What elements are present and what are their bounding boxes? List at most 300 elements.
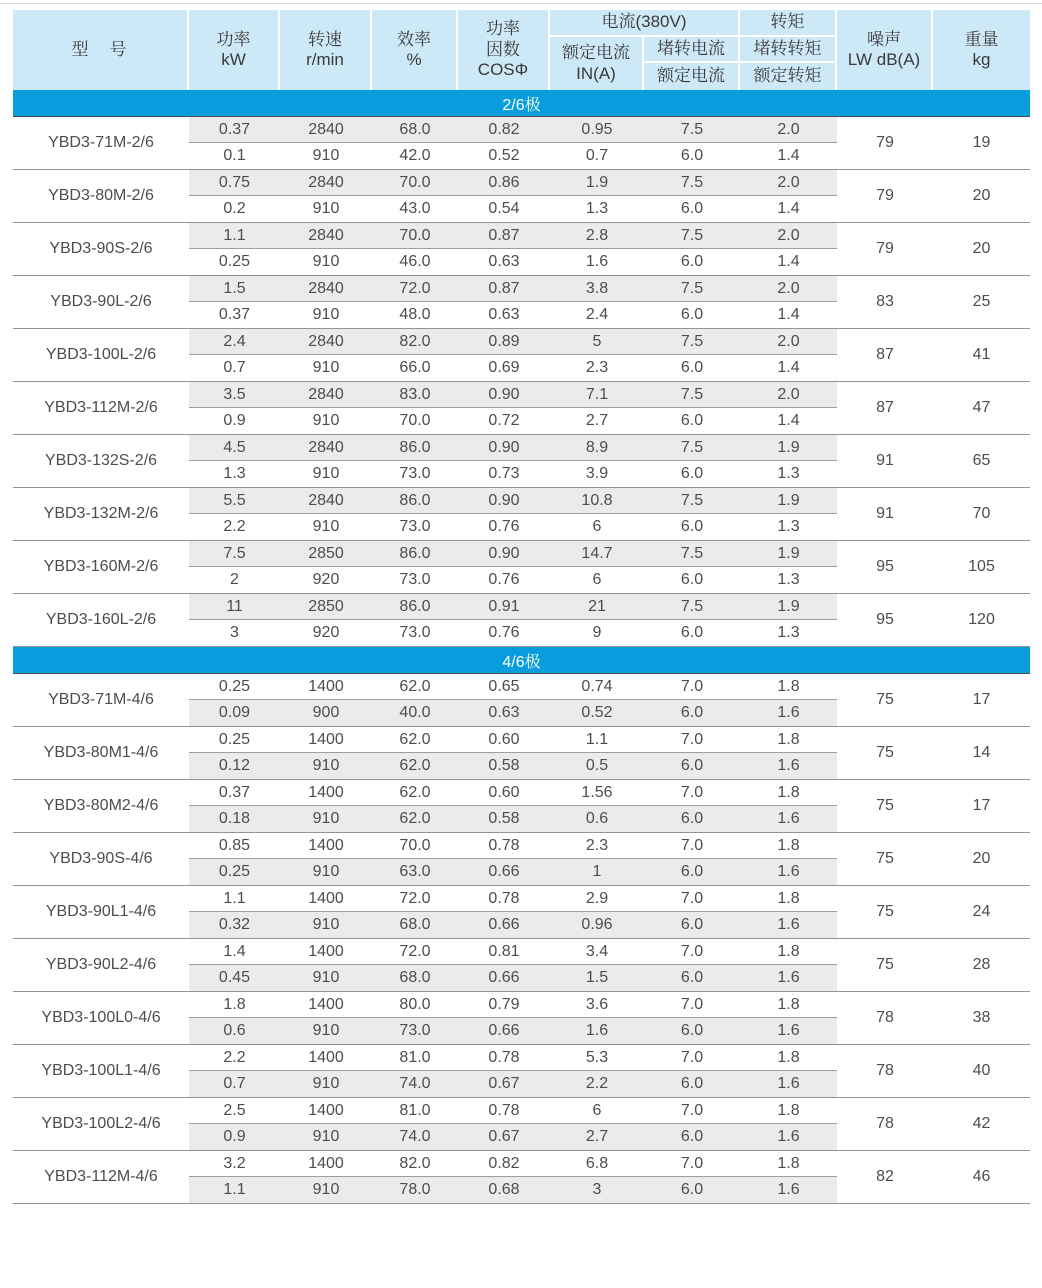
cell-efficiency-pct: 40.0 [372,700,458,726]
cell-locked-rotor-current-ratio: 6.0 [680,359,704,376]
model-group [13,170,1030,223]
cell-locked-rotor-torque-ratio: 1.8 [740,833,837,859]
cell-cos-phi: 0.82 [458,1151,550,1177]
column-header-power-label: 功率 [216,29,251,49]
cell-cos-phi: 0.87 [458,223,550,249]
cell-rated-current-a: 8.9 [550,435,644,461]
cell-rated-current-a: 1.6 [550,1018,644,1044]
cell-locked-rotor-torque-ratio: 2.0 [740,276,837,302]
cell-locked-rotor-current-ratio: 6.0 [644,965,740,991]
cell-locked-rotor-torque-ratio: 1.8 [740,780,837,806]
column-header-power-factor-label1: 功率 [486,19,520,39]
cell-locked-rotor-current-ratio: 7.5 [644,488,740,514]
cell-power-kw: 0.1 [223,147,246,164]
cell-locked-rotor-current-ratio: 7.0 [644,939,740,965]
cell-power-kw: 0.12 [189,753,280,779]
cell-noise-db: 79 [876,187,894,204]
cell-power-kw: 0.9 [223,412,246,429]
cell-locked-rotor-current-ratio: 6.0 [644,753,740,779]
cell-speed-rpm: 1400 [280,886,372,912]
cell-efficiency-pct: 72.0 [372,886,458,912]
cell-noise-db: 82 [876,1168,894,1185]
motor-spec-table [13,10,1030,1204]
section-band-label: 4/6极 [502,653,541,671]
cell-speed-rpm: 1400 [280,833,372,859]
cell-locked-rotor-torque-ratio: 1.9 [740,541,837,567]
cell-rated-current-a: 0.74 [550,674,644,700]
cell-locked-rotor-current-ratio: 7.0 [644,833,740,859]
cell-locked-rotor-torque-ratio: 1.3 [777,518,800,535]
cell-locked-rotor-torque-ratio: 1.6 [740,912,837,938]
cell-locked-rotor-torque-ratio: 1.6 [740,1177,837,1203]
cell-speed-rpm: 1400 [280,727,372,753]
cell-locked-rotor-current-ratio: 6.0 [644,1071,740,1097]
cell-weight-kg: 14 [972,744,991,761]
cell-efficiency-pct: 70.0 [372,833,458,859]
cell-efficiency-pct: 62.0 [372,753,458,779]
cell-efficiency-pct: 86.0 [372,488,458,514]
cell-locked-rotor-current-ratio: 6.0 [680,412,704,429]
cell-power-kw: 0.18 [189,806,280,832]
cell-locked-rotor-torque-ratio: 1.4 [777,306,800,323]
column-group-header-current-label: 电流(380V) [601,12,687,32]
cell-power-kw: 0.85 [189,833,280,859]
cell-locked-rotor-torque-ratio: 1.9 [740,594,837,620]
cell-noise-db: 95 [876,611,894,628]
section-band-label: 2/6极 [502,96,541,114]
cell-rated-current-a: 1.6 [585,253,609,270]
cell-locked-rotor-torque-ratio: 1.3 [777,465,800,482]
model-name: YBD3-80M-2/6 [48,187,154,204]
cell-power-kw: 1.8 [189,992,280,1018]
cell-locked-rotor-current-ratio: 6.0 [644,806,740,832]
cell-noise-db: 91 [876,452,894,469]
cell-locked-rotor-torque-ratio: 1.8 [740,992,837,1018]
cell-efficiency-pct: 62.0 [372,780,458,806]
model-name: YBD3-132S-2/6 [44,452,158,469]
cell-weight-kg: 20 [972,240,991,257]
cell-rated-current-a: 10.8 [550,488,644,514]
cell-cos-phi: 0.78 [458,886,550,912]
model-group [13,727,1030,780]
cell-cos-phi: 0.67 [458,1124,550,1150]
cell-locked-rotor-current-ratio: 7.5 [644,117,740,143]
cell-locked-rotor-torque-ratio: 1.4 [777,359,800,376]
column-header-model-label: 型 号 [71,39,129,59]
cell-power-kw: 0.25 [218,253,251,270]
model-name: YBD3-100L-2/6 [45,346,157,363]
model-name: YBD3-80M1-4/6 [43,744,159,761]
cell-speed-rpm: 910 [312,412,340,429]
cell-power-kw: 2.4 [189,329,280,355]
model-group [13,382,1030,435]
cell-rated-current-a: 6.8 [550,1151,644,1177]
cell-cos-phi: 0.63 [458,700,550,726]
cell-locked-rotor-torque-ratio: 1.3 [777,624,800,641]
model-group [13,780,1030,833]
cell-rated-current-a: 2.4 [585,306,609,323]
cell-cos-phi: 0.69 [488,359,520,376]
cell-rated-current-a: 3.4 [550,939,644,965]
model-group [13,594,1030,647]
section-band [13,90,1030,117]
cell-locked-rotor-torque-ratio: 1.3 [777,571,800,588]
cell-locked-rotor-torque-ratio: 1.4 [777,147,800,164]
table-header [13,10,1030,90]
column-header-efficiency [372,10,458,90]
cell-locked-rotor-current-ratio: 6.0 [680,571,704,588]
cell-noise-db: 83 [876,293,894,310]
cell-speed-rpm: 1400 [280,1151,372,1177]
model-name: YBD3-100L0-4/6 [41,1009,161,1026]
cell-cos-phi: 0.63 [488,253,520,270]
cell-speed-rpm: 910 [280,912,372,938]
column-header-noise-label: 噪声 [867,29,901,49]
column-header-locked-current-numerator [644,37,740,63]
cell-cos-phi: 0.76 [488,571,520,588]
cell-speed-rpm: 910 [312,465,340,482]
cell-cos-phi: 0.78 [458,1098,550,1124]
cell-efficiency-pct: 73.0 [372,1018,458,1044]
cell-locked-rotor-current-ratio: 7.5 [644,170,740,196]
cell-locked-rotor-torque-ratio: 1.6 [740,965,837,991]
column-header-rated-current-label: 额定电流 [562,43,630,63]
cell-speed-rpm: 1400 [280,939,372,965]
cell-power-kw: 1.1 [189,886,280,912]
cell-efficiency-pct: 78.0 [372,1177,458,1203]
cell-power-kw: 0.45 [189,965,280,991]
cell-power-kw: 0.25 [189,674,280,700]
cell-weight-kg: 17 [972,691,991,708]
cell-cos-phi: 0.90 [458,382,550,408]
cell-rated-current-a: 7.1 [550,382,644,408]
column-header-rated-current-unit: IN(A) [576,63,616,83]
cell-cos-phi: 0.66 [458,912,550,938]
cell-weight-kg: 120 [968,611,995,628]
cell-efficiency-pct: 68.0 [372,912,458,938]
cell-power-kw: 0.09 [189,700,280,726]
cell-power-kw: 5.5 [189,488,280,514]
cell-weight-kg: 38 [972,1009,991,1026]
cell-speed-rpm: 910 [280,1177,372,1203]
cell-power-kw: 0.37 [189,780,280,806]
cell-speed-rpm: 2850 [280,541,372,567]
cell-speed-rpm: 2840 [280,435,372,461]
cell-rated-current-a: 1.9 [550,170,644,196]
cell-rated-current-a: 21 [550,594,644,620]
cell-rated-current-a: 0.7 [585,147,609,164]
column-group-header-torque [740,10,837,37]
cell-speed-rpm: 900 [280,700,372,726]
cell-power-kw: 2 [230,571,239,588]
model-group [13,939,1030,992]
cell-locked-rotor-torque-ratio: 1.6 [740,806,837,832]
column-header-power-unit: kW [221,50,246,69]
cell-locked-rotor-current-ratio: 6.0 [680,518,704,535]
cell-locked-rotor-torque-ratio: 1.6 [740,753,837,779]
cell-cos-phi: 0.52 [488,147,520,164]
model-name: YBD3-80M2-4/6 [43,797,159,814]
model-group [13,1098,1030,1151]
column-header-efficiency-unit: % [406,50,422,69]
cell-rated-current-a: 1.1 [550,727,644,753]
cell-weight-kg: 65 [972,452,991,469]
cell-locked-rotor-torque-ratio: 1.6 [740,1018,837,1044]
cell-rated-current-a: 2.9 [550,886,644,912]
cell-speed-rpm: 2840 [280,382,372,408]
model-name: YBD3-112M-2/6 [44,399,158,416]
section-band [13,647,1030,674]
cell-noise-db: 87 [876,346,894,363]
cell-power-kw: 3.2 [189,1151,280,1177]
model-name: YBD3-71M-2/6 [48,134,154,151]
cell-weight-kg: 41 [972,346,991,363]
cell-rated-current-a: 1.56 [550,780,644,806]
cell-cos-phi: 0.66 [458,1018,550,1044]
column-header-speed [280,10,372,90]
cell-rated-current-a: 0.6 [550,806,644,832]
cell-speed-rpm: 910 [280,806,372,832]
cell-power-kw: 4.5 [189,435,280,461]
model-name: YBD3-160M-2/6 [43,558,159,575]
cell-weight-kg: 28 [972,956,991,973]
cell-noise-db: 78 [876,1009,894,1026]
cell-weight-kg: 40 [972,1062,991,1079]
cell-noise-db: 75 [876,744,894,761]
model-group [13,541,1030,594]
cell-efficiency-pct: 80.0 [372,992,458,1018]
model-group [13,1151,1030,1204]
cell-rated-current-a: 0.5 [550,753,644,779]
cell-speed-rpm: 1400 [280,1045,372,1071]
column-header-power-factor-label2: 因数 [486,39,520,59]
column-header-efficiency-label: 效率 [397,29,431,49]
model-group [13,223,1030,276]
cell-cos-phi: 0.90 [458,541,550,567]
cell-speed-rpm: 920 [312,624,340,641]
cell-cos-phi: 0.54 [488,200,520,217]
cell-power-kw: 0.75 [189,170,280,196]
cell-noise-db: 75 [876,850,894,867]
cell-cos-phi: 0.67 [458,1071,550,1097]
cell-speed-rpm: 1400 [280,780,372,806]
cell-noise-db: 75 [876,797,894,814]
cell-weight-kg: 17 [972,797,991,814]
cell-cos-phi: 0.78 [458,1045,550,1071]
column-header-rated-current [550,37,644,90]
cell-locked-rotor-torque-ratio: 1.8 [740,1151,837,1177]
cell-locked-rotor-current-ratio: 7.5 [644,276,740,302]
cell-speed-rpm: 910 [312,306,340,323]
cell-speed-rpm: 910 [280,1124,372,1150]
model-name: YBD3-112M-4/6 [44,1168,158,1185]
cell-weight-kg: 47 [972,399,991,416]
column-header-model [13,10,189,90]
cell-efficiency-pct: 70.0 [372,223,458,249]
cell-speed-rpm: 910 [280,859,372,885]
cell-locked-rotor-current-ratio: 6.0 [644,859,740,885]
cell-cos-phi: 0.66 [458,965,550,991]
cell-rated-current-a: 14.7 [550,541,644,567]
cell-efficiency-pct: 72.0 [372,939,458,965]
cell-speed-rpm: 910 [280,965,372,991]
cell-weight-kg: 42 [972,1115,991,1132]
cell-locked-rotor-current-ratio: 6.0 [680,465,704,482]
cell-locked-rotor-torque-ratio: 2.0 [740,329,837,355]
cell-speed-rpm: 910 [312,147,340,164]
cell-power-kw: 0.6 [189,1018,280,1044]
cell-locked-rotor-current-ratio: 7.0 [644,674,740,700]
cell-speed-rpm: 920 [312,571,340,588]
cell-locked-rotor-current-ratio: 7.5 [644,594,740,620]
cell-power-kw: 1.3 [223,465,246,482]
model-group [13,886,1030,939]
cell-locked-rotor-torque-ratio: 1.8 [740,1045,837,1071]
cell-efficiency-pct: 42.0 [399,147,431,164]
cell-power-kw: 2.5 [189,1098,280,1124]
cell-locked-rotor-torque-ratio: 1.8 [740,674,837,700]
cell-cos-phi: 0.66 [458,859,550,885]
cell-efficiency-pct: 70.0 [372,170,458,196]
cell-speed-rpm: 1400 [280,1098,372,1124]
cell-rated-current-a: 6 [592,518,602,535]
cell-efficiency-pct: 70.0 [399,412,431,429]
cell-rated-current-a: 3.9 [585,465,609,482]
column-header-weight-label: 重量 [964,29,999,49]
cell-efficiency-pct: 68.0 [372,117,458,143]
table-body [13,90,1030,1204]
cell-power-kw: 0.25 [189,727,280,753]
cell-noise-db: 78 [876,1115,894,1132]
cell-speed-rpm: 2840 [280,329,372,355]
cell-cos-phi: 0.60 [458,780,550,806]
cell-locked-rotor-torque-ratio: 1.8 [740,939,837,965]
cell-speed-rpm: 910 [312,359,340,376]
cell-rated-current-a: 5 [550,329,644,355]
cell-locked-rotor-torque-ratio: 1.8 [740,1098,837,1124]
cell-power-kw: 2.2 [223,518,246,535]
column-header-locked-current-denominator-label: 额定电流 [657,66,725,86]
cell-rated-current-a: 2.8 [550,223,644,249]
cell-locked-rotor-current-ratio: 6.0 [644,1018,740,1044]
cell-locked-rotor-current-ratio: 7.5 [644,435,740,461]
cell-speed-rpm: 2840 [280,488,372,514]
cell-locked-rotor-current-ratio: 7.0 [644,780,740,806]
cell-power-kw: 0.2 [223,200,246,217]
cell-power-kw: 11 [189,594,280,620]
cell-power-kw: 2.2 [189,1045,280,1071]
model-group [13,674,1030,727]
cell-locked-rotor-current-ratio: 7.0 [644,1098,740,1124]
cell-locked-rotor-torque-ratio: 1.9 [740,488,837,514]
cell-efficiency-pct: 81.0 [372,1045,458,1071]
cell-weight-kg: 70 [972,505,991,522]
cell-efficiency-pct: 62.0 [372,727,458,753]
cell-weight-kg: 20 [972,850,991,867]
column-header-weight [933,10,1030,90]
model-name: YBD3-160L-2/6 [45,611,157,628]
model-group [13,117,1030,170]
cell-locked-rotor-current-ratio: 7.0 [644,1045,740,1071]
cell-power-kw: 1.5 [189,276,280,302]
cell-power-kw: 0.9 [189,1124,280,1150]
cell-rated-current-a: 1 [550,859,644,885]
cell-noise-db: 91 [876,505,894,522]
cell-efficiency-pct: 72.0 [372,276,458,302]
cell-power-kw: 1.1 [189,1177,280,1203]
cell-efficiency-pct: 86.0 [372,541,458,567]
model-name: YBD3-90L1-4/6 [45,903,157,920]
cell-locked-rotor-current-ratio: 6.0 [644,1177,740,1203]
cell-speed-rpm: 2840 [280,117,372,143]
cell-locked-rotor-torque-ratio: 1.6 [740,700,837,726]
column-header-locked-current-numerator-label: 堵转电流 [657,38,725,58]
cell-efficiency-pct: 43.0 [399,200,431,217]
model-name: YBD3-90L-2/6 [50,293,152,310]
cell-cos-phi: 0.58 [458,806,550,832]
cell-rated-current-a: 2.7 [550,1124,644,1150]
column-header-speed-label: 转速 [308,29,342,49]
column-header-power [189,10,280,90]
cell-cos-phi: 0.76 [488,624,520,641]
cell-efficiency-pct: 74.0 [372,1071,458,1097]
cell-noise-db: 79 [876,240,894,257]
cell-cos-phi: 0.73 [488,465,520,482]
cell-power-kw: 3 [230,624,239,641]
cell-efficiency-pct: 81.0 [372,1098,458,1124]
cell-noise-db: 75 [876,903,894,920]
cell-locked-rotor-current-ratio: 7.0 [644,992,740,1018]
cell-rated-current-a: 2.3 [585,359,609,376]
column-header-noise [837,10,933,90]
cell-rated-current-a: 3 [550,1177,644,1203]
cell-noise-db: 75 [876,956,894,973]
column-header-noise-unit: LW dB(A) [847,50,921,69]
column-group-header-torque-label: 转矩 [770,12,805,32]
cell-locked-rotor-torque-ratio: 1.4 [777,200,800,217]
cell-efficiency-pct: 73.0 [399,571,431,588]
column-header-power-factor-symbol: COSΦ [477,60,529,80]
cell-efficiency-pct: 62.0 [372,674,458,700]
cell-locked-rotor-current-ratio: 7.0 [644,886,740,912]
model-group [13,435,1030,488]
cell-locked-rotor-current-ratio: 6.0 [680,147,704,164]
cell-weight-kg: 19 [972,134,991,151]
cell-locked-rotor-torque-ratio: 1.6 [740,1071,837,1097]
cell-locked-rotor-current-ratio: 7.5 [644,223,740,249]
cell-noise-db: 78 [876,1062,894,1079]
column-header-power-factor [458,10,550,90]
cell-rated-current-a: 5.3 [550,1045,644,1071]
cell-speed-rpm: 910 [312,518,340,535]
cell-efficiency-pct: 73.0 [399,465,431,482]
cell-speed-rpm: 2850 [280,594,372,620]
cell-locked-rotor-current-ratio: 6.0 [680,200,704,217]
column-header-locked-torque-numerator [740,37,837,63]
cell-cos-phi: 0.60 [458,727,550,753]
cell-cos-phi: 0.58 [458,753,550,779]
cell-locked-rotor-current-ratio: 6.0 [680,253,704,270]
cell-rated-current-a: 2.7 [585,412,609,429]
cell-noise-db: 75 [876,691,894,708]
cell-locked-rotor-current-ratio: 6.0 [644,700,740,726]
cell-locked-rotor-torque-ratio: 1.6 [740,859,837,885]
cell-efficiency-pct: 73.0 [399,624,431,641]
column-header-speed-unit: r/min [306,50,344,69]
cell-locked-rotor-current-ratio: 6.0 [680,306,704,323]
cell-rated-current-a: 2.2 [550,1071,644,1097]
cell-locked-rotor-current-ratio: 7.0 [644,727,740,753]
